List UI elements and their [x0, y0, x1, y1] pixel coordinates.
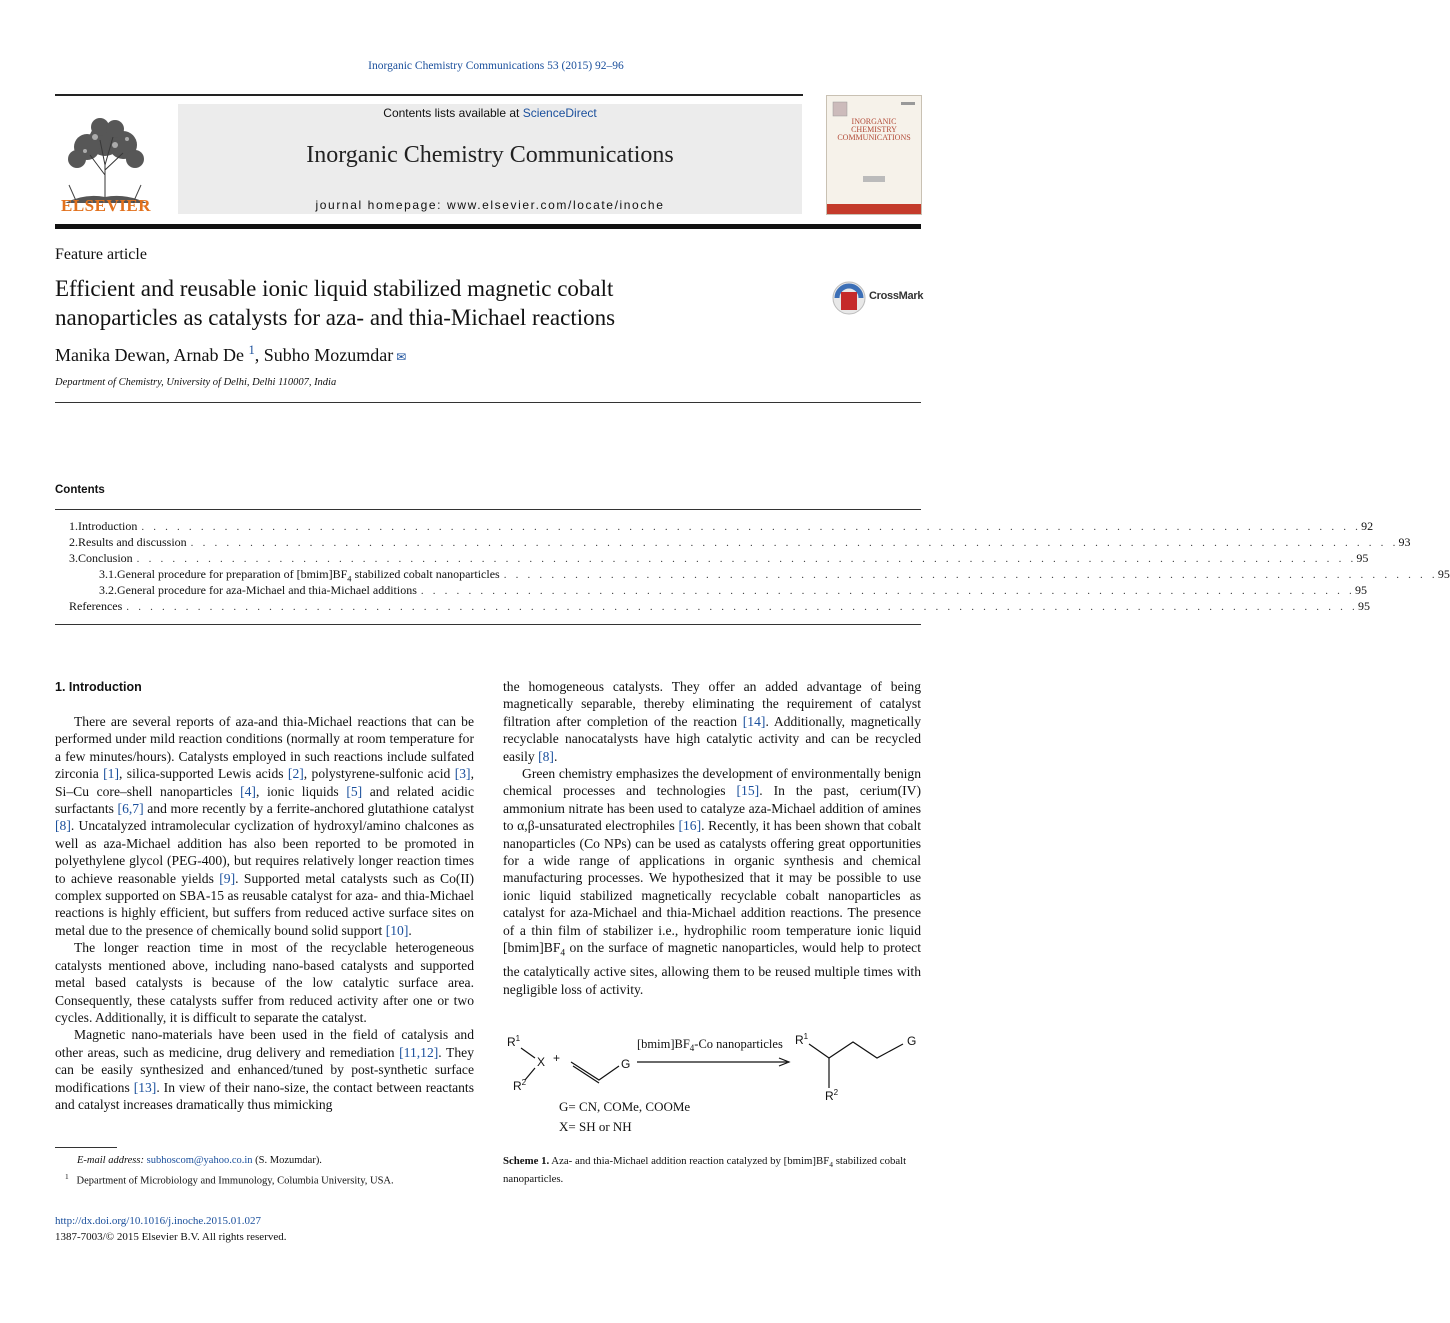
reactant-r2-label: $R^2$: [513, 1078, 527, 1093]
bond-line: [521, 1048, 535, 1058]
reaction-reagent: $[bmim]BF_4-Co$ nanoparticles: [637, 1037, 783, 1053]
toc-item[interactable]: References . . . . . . . . . . . . . . . . . . . . . . . . . . . . . . . . . . . . . . . . . . . . . . . . . . . . . . . . . . . . . . . . . . . . . . . . . . . . . . . . . . . . . . . . . . . . . . . . . . . . . . . . 95: [69, 599, 1370, 613]
doi-link[interactable]: http://dx.doi.org/10.1016/j.inoche.2015.01.027: [55, 1215, 262, 1227]
alkene-bond: [571, 1062, 619, 1080]
header-thick-rule: [55, 224, 921, 229]
alkene-double-bond: [573, 1066, 599, 1083]
scheme-1-reaction: [503, 1028, 921, 1138]
footnotes: E-mail address: subhoscom@yahoo.co.in (S. Mozumdar). $^1$ Department of Microbiology and Immunology, Columbia University, USA.: [65, 1155, 394, 1187]
journal-homepage[interactable]: journal homepage: www.elsevier.com/locate/inoche: [315, 198, 665, 212]
journal-cover-thumbnail: [826, 95, 922, 215]
paragraph: Green chemistry emphasizes the development of environmentally benign chemical processes and technologies [15]. In the past, cerium(IV) ammonium nitrate has been used to catalyze aza-Michael addition of amines to α,β-unsaturated electrophiles [16]. Recently, it has been shown that cobalt nanoparticles (Co NPs) can be used as catalysts offering great opportunities for a wide range of applications in organic synthesis and chemical manufacturing processes. We hypothesized that it may be possible to use ionic liquid stabilized magnetically recyclable cobalt nanoparticles as catalyst for aza-Michael and thia-Michael addition reactions. The presence of a thin film of stabilizer i.e., hydrophilic room temperature ionic liquid $[bmim]BF_4$ on the surface of magnetic nanoparticles, would help to protect the catalytically active sites, allowing them to be reused multiple times with negligible loss of activity.: [503, 766, 922, 997]
scheme-1-caption: Scheme 1. Aza- and thia-Michael addition reaction catalyzed by $[bmim]BF_4$ stabilized cobalt nanoparticles.: [503, 1155, 907, 1186]
article-title: Efficient and reusable ionic liquid stabilized magnetic cobalt nanoparticles as catalysts for aza- and thia-Michael reactions: [55, 276, 616, 330]
author-email-link[interactable]: subhoscom@yahoo.co.in: [146, 1155, 253, 1166]
paragraph: There are several reports of aza-and thia-Michael reactions that can be performed under mild reaction conditions (normally at room temperature for a few minutes/hours). Catalysts employed in such reactions include sulfated zirconia [1], silica-supported Lewis acids [2], polystyrene-sulfonic acid [3], Si–Cu core–shell nanoparticles [4], ionic liquids [5] and related acidic surfactants [6,7] and more recently by a ferrite-anchored glutathione catalyst [8]. Uncatalyzed intramolecular cyclization of hydroxyl/amino chalcones as well as aza-Michael addition has also been reported to be promoted in polyethylene glycol (PEG-400), but requires relatively longer reaction times to achieve reasonable yields [9]. Supported metal catalysts such as Co(II) complex supported on SBA-15 as reusable catalyst for aza- and thia-Michael reactions is highly efficient, but suffers from reduced active surface sites on metal due to the presence of chemically bound solid support [10].: [55, 714, 475, 938]
crossmark-icon: [831, 280, 867, 316]
right-column-text: [503, 678, 921, 998]
crossmark-button[interactable]: CrossMark: [831, 280, 931, 316]
reactant-r1-label: $R^1$: [507, 1034, 521, 1049]
rule-contents-bottom: [55, 624, 921, 625]
elsevier-wordmark: ELSEVIER: [61, 196, 151, 215]
product-g-label: G: [907, 1034, 917, 1048]
table-of-contents: [55, 518, 1450, 614]
section-heading-introduction: 1. Introduction: [55, 680, 142, 694]
toc-item[interactable]: 2. Results and discussion . . . . . . . . . . . . . . . . . . . . . . . . . . . . . . . . . . . . . . . . . . . . . . . . . . . . . . . . . . . . . . . . . . . . . . . . . . . . . . . . . . . . . . . . . . . . . . . . . . . . . . 93: [69, 535, 1411, 549]
journal-reference[interactable]: Inorganic Chemistry Communications 53 (2015) 92–96: [368, 60, 624, 72]
contents-available: Contents lists available at ScienceDirect: [383, 106, 597, 120]
header-top-rule: [55, 94, 803, 96]
article-type: Feature article: [55, 246, 147, 263]
product-chain: [809, 1042, 903, 1058]
product-r1-label: $R^1$: [795, 1032, 809, 1047]
bond-line: [525, 1068, 535, 1080]
rule-contents-top: [55, 509, 921, 510]
author-list: Manika Dewan, Arnab De $^1$, Subho Mozumdar ✉: [55, 343, 407, 365]
product-r2-label: $R^2$: [825, 1088, 839, 1103]
x-definition: X= SH or NH: [559, 1119, 632, 1134]
reactant-x-label: X: [537, 1055, 546, 1069]
footer: [55, 1213, 287, 1245]
author-footnote-mark[interactable]: 1: [248, 343, 255, 357]
toc-item[interactable]: 3.2. General procedure for aza-Michael and thia-Michael additions . . . . . . . . . . . . . . . . . . . . . . . . . . . . . . . . . . . . . . . . . . . . . . . . . . . . . . . . . . . . . . . . . . . . . . . . . . . . . . . 95: [99, 583, 1368, 597]
email-envelope-icon[interactable]: ✉: [393, 350, 407, 364]
paragraph: The longer reaction time in most of the recyclable heterogeneous catalysts mentioned above, including nano-based catalysts and supported metal based catalysts is because of the low catalytic surface area. Consequently, these catalysts suffer from reduced activity after one or two cycles. Additionally, it is difficult to separate the catalyst.: [55, 940, 474, 1025]
g-definition: G= CN, COMe, COOMe: [559, 1099, 691, 1114]
toc-item[interactable]: 3. Conclusion . . . . . . . . . . . . . . . . . . . . . . . . . . . . . . . . . . . . . . . . . . . . . . . . . . . . . . . . . . . . . . . . . . . . . . . . . . . . . . . . . . . . . . . . . . . . . . . . . . . . . . . 95: [69, 551, 1369, 565]
toc-item[interactable]: 1. Introduction . . . . . . . . . . . . . . . . . . . . . . . . . . . . . . . . . . . . . . . . . . . . . . . . . . . . . . . . . . . . . . . . . . . . . . . . . . . . . . . . . . . . . . . . . . . . . . . . . . . . . . . 92: [69, 519, 1374, 533]
issn-copyright: 1387-7003/© 2015 Elsevier B.V. All rights reserved.: [55, 1231, 287, 1243]
journal-name: Inorganic Chemistry Communications: [306, 142, 674, 168]
left-column-text: [55, 713, 474, 1113]
plus-sign: +: [553, 1051, 561, 1065]
reactant-g-label: G: [621, 1057, 631, 1071]
cover-title: INORGANIC CHEMISTRY COMMUNICATIONS: [837, 117, 911, 142]
affiliation: Department of Chemistry, University of Delhi, Delhi 110007, India: [55, 377, 337, 388]
paragraph: the homogeneous catalysts. They offer an added advantage of being magnetically separable, thereby eliminating the requirement of catalyst filtration after completion of the reaction [14]. Additionally, magnetically recyclable nanocatalysts have high catalytic activity and can be recycled easily [8].: [503, 679, 922, 764]
footnote-rule: [55, 1147, 117, 1148]
toc-item[interactable]: 3.1. General procedure for preparation of $[bmim]BF_4$ stabilized cobalt nanoparticles . . . . . . . . . . . . . . . . . . . . . . . . . . . . . . . . . . . . . . . . . . . . . . . . . . . . . . . . . . . . . . . . . . . . . . . . . . . . . . . 95: [99, 567, 1450, 584]
sciencedirect-link[interactable]: ScienceDirect: [522, 106, 597, 120]
rule-above-contents: [55, 402, 921, 403]
paragraph: Magnetic nano-materials have been used in the field of catalysis and other areas, such as medicine, drug delivery and remediation [11,12]. They can be easily synthesized and enhanced/tuned by post-synthetic surface modifications [13]. In view of their nano-size, the contact between reactants and catalyst increases dramatically thus mimicking: [55, 1027, 474, 1112]
contents-heading: Contents: [55, 484, 105, 496]
